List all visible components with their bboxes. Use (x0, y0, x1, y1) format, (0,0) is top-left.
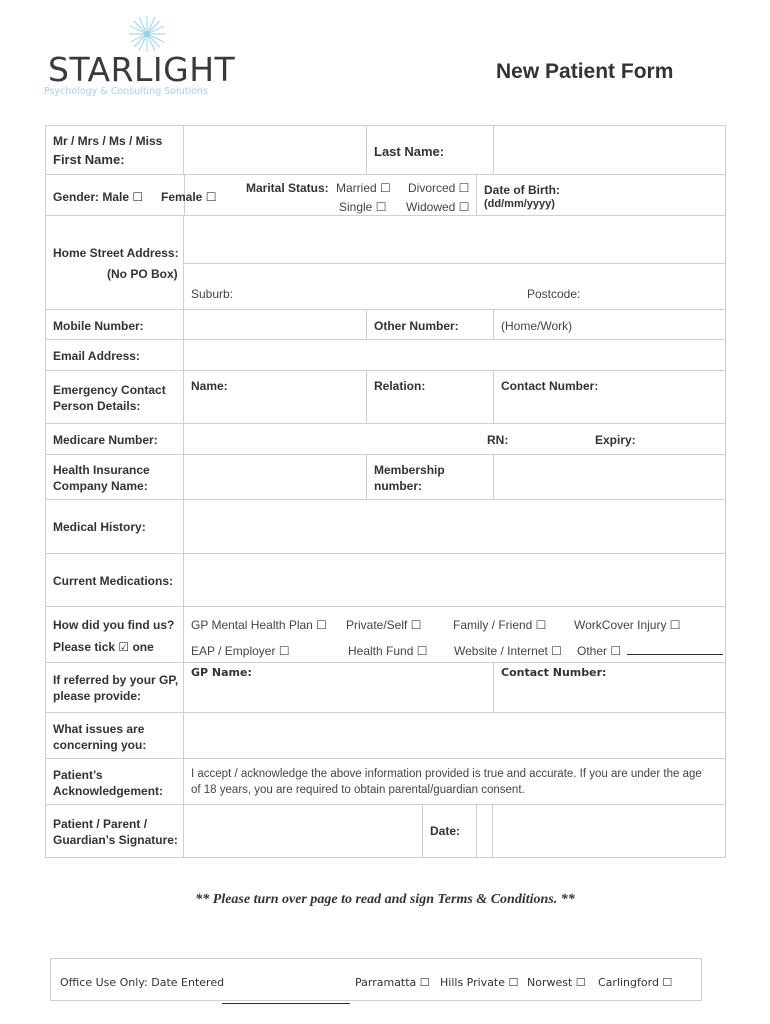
turn-over-notice: ** Please turn over page to read and sign Terms & Conditions. ** (195, 892, 575, 907)
issues-label-cell (46, 713, 184, 759)
gender-female-checkbox[interactable]: Female ☐ (161, 190, 217, 204)
other-number-label: Other Number: (374, 319, 459, 333)
norwest-checkbox[interactable]: Norwest ☐ (527, 976, 586, 989)
option-other[interactable]: Other ☐ (577, 644, 622, 658)
divorced-checkbox[interactable]: Divorced ☐ (408, 181, 470, 195)
logo-tagline: Psychology & Consulting Solutions (44, 86, 208, 97)
email-label: Email Address: (53, 349, 140, 363)
mobile-label-cell (46, 310, 184, 340)
office-use-box (50, 958, 702, 1001)
medical-history-label: Medical History: (53, 520, 146, 534)
signature-label-line1: Patient / Parent / (53, 817, 148, 831)
emergency-label-cell (46, 371, 184, 424)
health-insurance-label-line2: Company Name: (53, 479, 148, 493)
issues-row (46, 713, 726, 759)
date-field[interactable] (477, 805, 726, 858)
emergency-label-line2: Person Details: (53, 399, 141, 413)
health-insurance-label-line1: Health Insurance (53, 463, 150, 477)
referred-label-line2: please provide: (53, 689, 142, 703)
date-label: Date: (430, 824, 461, 838)
postcode-label: Postcode: (527, 287, 581, 301)
option-family-friend[interactable]: Family / Friend ☐ (453, 618, 547, 632)
acknowledgement-label-line1: Patient’s (53, 768, 103, 782)
acknowledgement-label-line2: Acknowledgement: (53, 784, 164, 798)
hills-private-checkbox[interactable]: Hills Private ☐ (440, 976, 519, 989)
emergency-relation-label: Relation: (374, 379, 426, 393)
referral-source-label-cell (46, 607, 184, 663)
gp-name-label: GP Name: (191, 666, 252, 679)
how-find-label: How did you find us? (53, 618, 175, 632)
mobile-label: Mobile Number: (53, 319, 144, 333)
emergency-name-label: Name: (191, 379, 228, 393)
single-checkbox[interactable]: Single ☐ (339, 200, 387, 214)
email-field[interactable] (184, 340, 726, 371)
acknowledgement-text-line2: of 18 years, you are required to obtain parental/guardian consent. (191, 784, 525, 796)
medical-history-label-cell (46, 500, 184, 554)
other-number-label-cell (367, 310, 494, 340)
medicare-row (46, 424, 726, 455)
parramatta-checkbox[interactable]: Parramatta ☐ (355, 976, 430, 989)
signature-label-cell (46, 805, 184, 858)
other-blank-line[interactable] (627, 644, 723, 658)
option-health-fund[interactable]: Health Fund ☐ (348, 644, 428, 658)
dob-label: Date of Birth: (484, 183, 560, 197)
acknowledgement-text-line1: I accept / acknowledge the above information provided is true and accurate. If you are under the age (191, 768, 702, 780)
emergency-row (46, 371, 726, 424)
carlingford-checkbox[interactable]: Carlingford ☐ (598, 976, 673, 989)
mobile-field[interactable] (184, 310, 367, 340)
signature-field[interactable] (184, 805, 477, 858)
option-workcover[interactable]: WorkCover Injury ☐ (574, 618, 681, 632)
referral-source-row (46, 607, 726, 663)
gp-name-field[interactable] (184, 663, 494, 713)
emergency-contact-field[interactable] (494, 371, 726, 424)
issues-label-line1: What issues are (53, 722, 145, 736)
referral-options-cell (184, 607, 726, 663)
gp-contact-field[interactable] (494, 663, 726, 713)
address-label-cell (46, 216, 184, 310)
issues-field[interactable] (184, 713, 726, 759)
gp-contact-label: Contact Number: (501, 666, 607, 679)
membership-label-line1: Membership (374, 463, 445, 477)
marital-status-label: Marital Status: (246, 181, 329, 195)
emergency-contact-label: Contact Number: (501, 379, 599, 393)
issues-label-line2: concerning you: (53, 738, 147, 752)
email-label-cell (46, 340, 184, 371)
gender-male-checkbox[interactable]: Gender: Male ☐ (53, 190, 144, 204)
medical-history-row (46, 500, 726, 554)
gender-marital-dob-cell (46, 175, 726, 216)
home-work-hint: (Home/Work) (501, 319, 573, 333)
logo-wordmark: STARLIGHT (48, 50, 236, 89)
signature-label-line2: Guardian’s Signature: (53, 833, 178, 847)
gender-row (46, 175, 726, 216)
address-field[interactable] (184, 216, 726, 310)
last-name-field[interactable] (494, 126, 726, 175)
gp-row (46, 663, 726, 713)
medications-field[interactable] (184, 554, 726, 607)
membership-label-line2: number: (374, 479, 422, 493)
option-website[interactable]: Website / Internet ☐ (454, 644, 562, 658)
phone-row (46, 310, 726, 340)
acknowledgement-label-cell (46, 759, 184, 805)
email-row (46, 340, 726, 371)
referred-label-line1: If referred by your GP, (53, 673, 179, 687)
other-number-field[interactable] (494, 310, 726, 340)
emergency-relation-field[interactable] (367, 371, 494, 424)
home-address-label: Home Street Address: (53, 246, 179, 260)
name-row (46, 126, 726, 175)
gp-label-cell (46, 663, 184, 713)
expiry-label: Expiry: (595, 433, 636, 447)
health-insurance-label-cell (46, 455, 184, 500)
medical-history-field[interactable] (184, 500, 726, 554)
acknowledgement-text-cell (184, 759, 726, 805)
name-label-cell (46, 126, 184, 175)
medications-row (46, 554, 726, 607)
starburst-icon (129, 16, 165, 52)
first-name-label: First Name: (53, 152, 125, 167)
membership-field[interactable] (494, 455, 726, 500)
emergency-label-line1: Emergency Contact (53, 383, 166, 397)
medications-label: Current Medications: (53, 574, 174, 588)
widowed-checkbox[interactable]: Widowed ☐ (406, 200, 470, 214)
membership-label-cell (367, 455, 494, 500)
office-use-label: Office Use Only: Date Entered (60, 976, 225, 989)
rn-label: RN: (487, 433, 509, 447)
last-name-label: Last Name: (374, 144, 445, 159)
option-private-self[interactable]: Private/Self ☐ (346, 618, 422, 632)
patient-form-table (45, 125, 726, 858)
no-po-box-label: (No PO Box) (107, 267, 178, 281)
health-insurance-field[interactable] (184, 455, 367, 500)
emergency-name-field[interactable] (184, 371, 367, 424)
form-title: New Patient Form (496, 60, 674, 83)
address-row (46, 216, 726, 310)
first-name-field[interactable] (184, 126, 367, 175)
medicare-label: Medicare Number: (53, 433, 158, 447)
married-checkbox[interactable]: Married ☐ (336, 181, 391, 195)
acknowledgement-row (46, 759, 726, 805)
health-insurance-row (46, 455, 726, 500)
medications-label-cell (46, 554, 184, 607)
company-logo (44, 16, 236, 106)
please-tick-label: Please tick ☑ one (53, 640, 154, 654)
last-name-label-cell (367, 126, 494, 175)
option-eap-employer[interactable]: EAP / Employer ☐ (191, 644, 290, 658)
suburb-label: Suburb: (191, 287, 234, 301)
title-prefix-label: Mr / Mrs / Ms / Miss (53, 134, 163, 148)
medicare-label-cell (46, 424, 184, 455)
medicare-field[interactable] (184, 424, 726, 455)
option-gp-mental-health[interactable]: GP Mental Health Plan ☐ (191, 618, 327, 632)
signature-row (46, 805, 726, 858)
dob-format-label: (dd/mm/yyyy) (484, 198, 555, 210)
